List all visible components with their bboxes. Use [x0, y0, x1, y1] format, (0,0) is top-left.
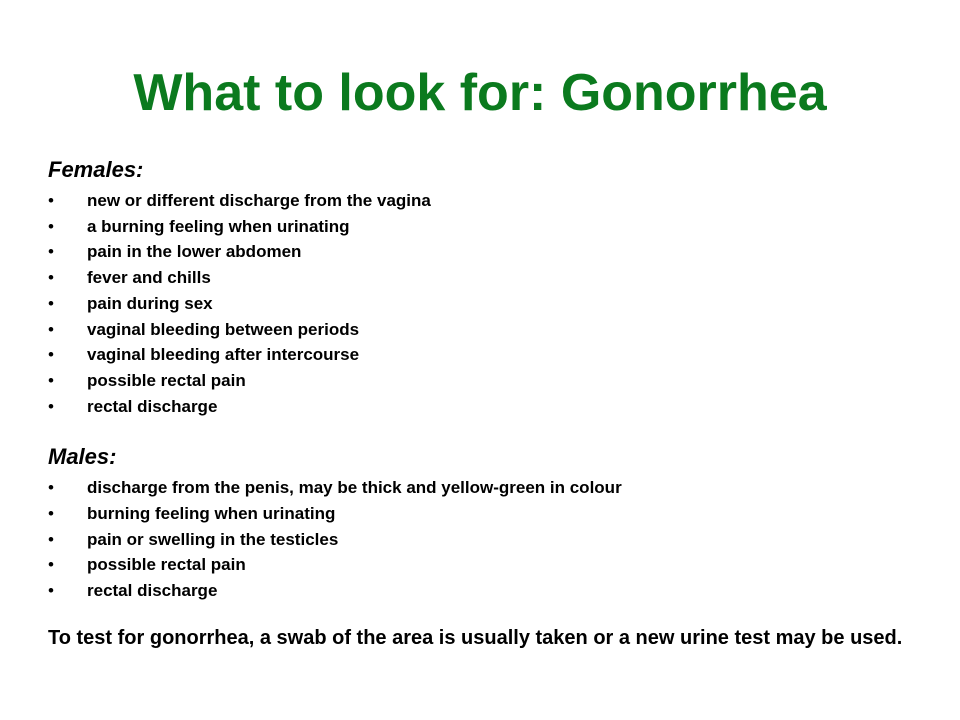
list-item [48, 188, 928, 214]
bullet-glyph: • [48, 216, 54, 236]
list-item [48, 317, 928, 343]
list-item-text: possible rectal pain [87, 555, 246, 575]
list-item-text: fever and chills [87, 268, 211, 288]
females-symptom-list [48, 188, 928, 419]
bullet-glyph: • [48, 555, 54, 575]
bullet-glyph: • [48, 268, 54, 288]
bullet-glyph: • [48, 478, 54, 498]
bullet-glyph: • [48, 396, 54, 416]
bullet-glyph: • [48, 242, 54, 262]
list-item-text: a burning feeling when urinating [87, 216, 350, 236]
list-item-text: burning feeling when urinating [87, 504, 336, 524]
list-item [48, 578, 928, 604]
females-heading-text: Females: [48, 157, 144, 182]
males-symptom-list [48, 475, 928, 604]
list-item-text: pain during sex [87, 293, 213, 313]
list-item-text: pain in the lower abdomen [87, 242, 302, 262]
list-item-text: new or different discharge from the vagina [87, 191, 431, 210]
list-item [48, 368, 928, 394]
males-heading-text: Males: [48, 444, 117, 470]
list-item [48, 394, 928, 420]
bullet-glyph: • [48, 504, 54, 524]
list-item-text: vaginal bleeding between periods [87, 319, 360, 339]
list-item-text: discharge from the penis, may be thick and yellow-green in colour [87, 478, 622, 498]
list-item [48, 475, 928, 501]
bullet-glyph: • [48, 529, 54, 549]
list-item-text: rectal discharge [87, 581, 218, 601]
list-item [48, 214, 928, 240]
list-item-text: pain or swelling in the testicles [87, 529, 339, 549]
list-item-text: vaginal bleeding after intercourse [87, 345, 360, 365]
list-item-text: rectal discharge [87, 396, 218, 416]
slide-title: What to look for: Gonorrhea [133, 64, 827, 122]
list-item [48, 552, 928, 578]
bullet-glyph: • [48, 345, 54, 365]
list-item-text: possible rectal pain [87, 370, 246, 390]
females-heading [48, 152, 928, 188]
list-item [48, 342, 928, 368]
list-item [48, 239, 928, 265]
bullet-glyph: • [48, 581, 54, 601]
slide-body [48, 152, 928, 650]
bullet-glyph: • [48, 191, 54, 210]
list-item [48, 501, 928, 527]
bullet-glyph: • [48, 293, 54, 313]
list-item [48, 291, 928, 317]
bullet-glyph: • [48, 370, 54, 390]
list-item [48, 265, 928, 291]
testing-note: To test for gonorrhea, a swab of the area is usually taken or a new urine test may be used. [48, 626, 903, 649]
males-heading [48, 439, 928, 475]
list-item [48, 527, 928, 553]
bullet-glyph: • [48, 319, 54, 339]
